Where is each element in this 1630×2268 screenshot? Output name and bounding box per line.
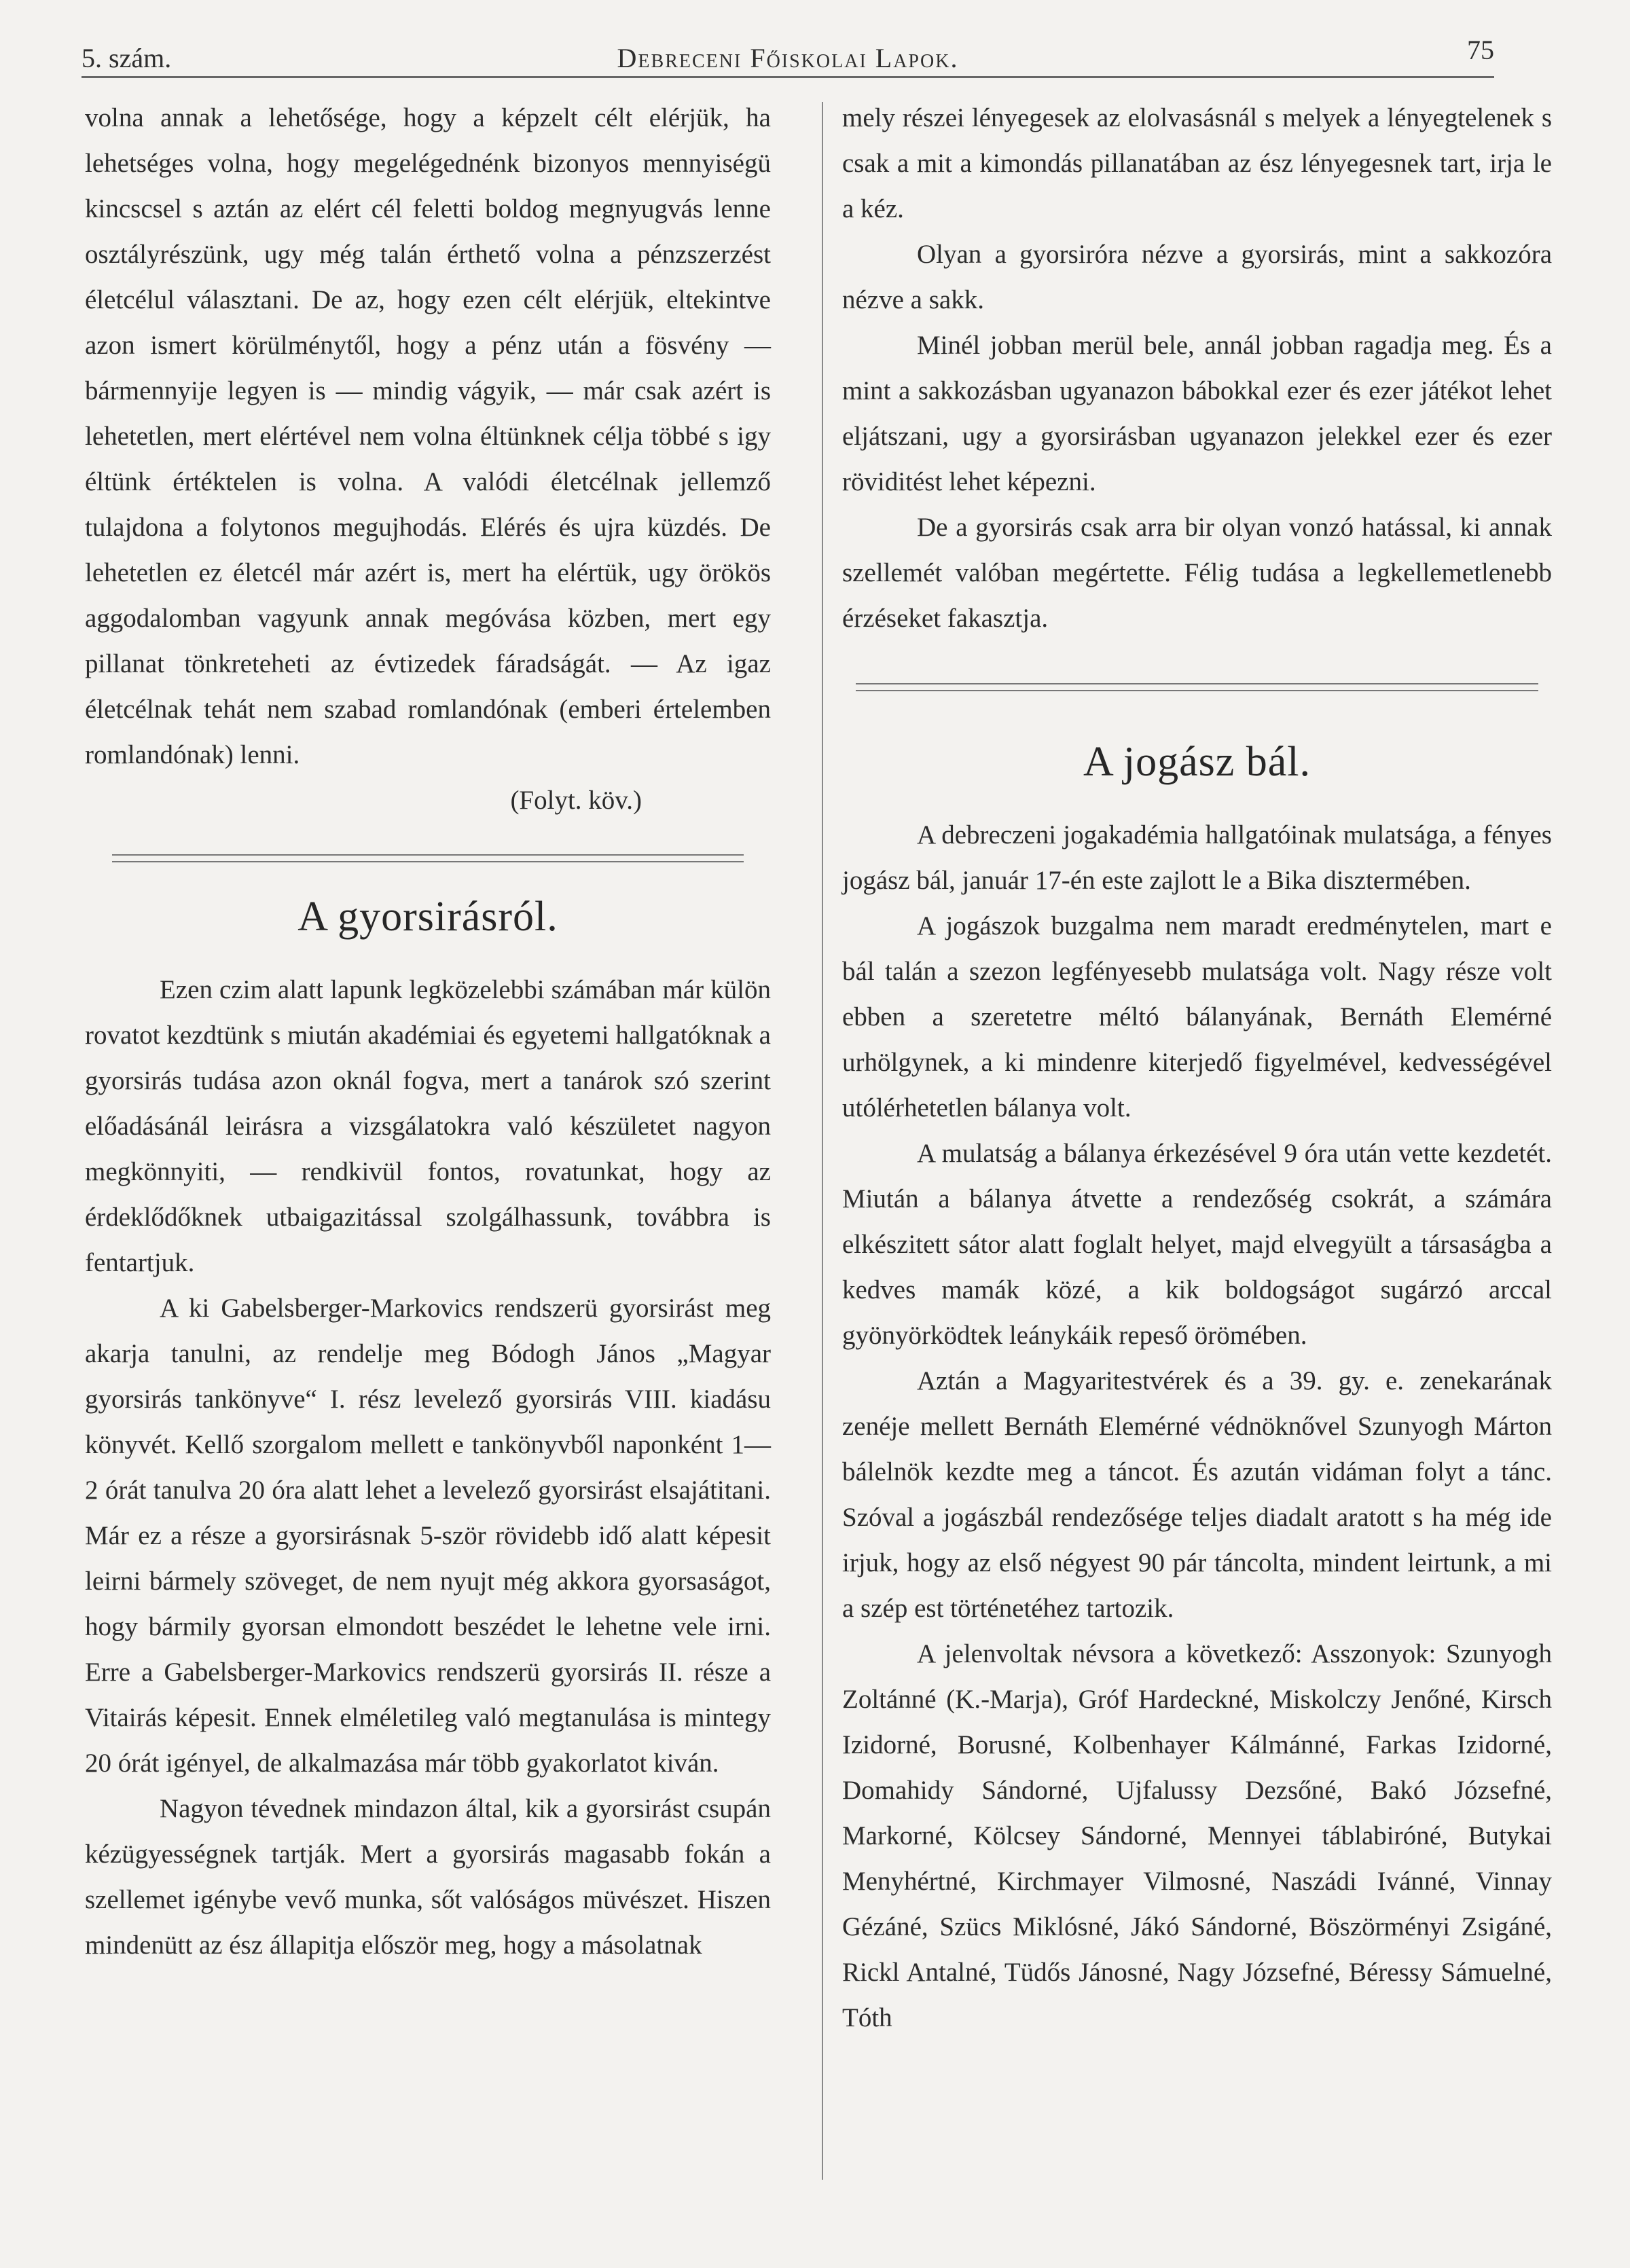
page-number: 75 (1467, 35, 1494, 65)
section-separator (112, 854, 744, 862)
article-title-gyorsiras: A gyorsirásról. (297, 894, 558, 940)
section-separator (856, 683, 1538, 691)
paragraph: A mulatság a bálanya érkezésével 9 óra után vette kezdetét. Miután a bálanya átvette a rendezőség csokrát, a számára elkészitett sátor alatt foglalt helyet, majd elvegyült a társaságba a kedves mamák közé, a kik boldogságot sugárzó arccal gyönyörködtek leánykáik repeső örömében. (842, 1139, 1552, 1350)
paragraph: Minél jobban merül bele, annál jobban ragadja meg. És a mint a sakkozásban ugyanazon bábokkal ezer és ezer játékot lehet eljátszani, ugy a gyorsirásban ugyanazon jelekkel ezer és ezer röviditést lehet képezni. (842, 331, 1552, 496)
column-divider (822, 102, 823, 2180)
paragraph: Aztán a Magyaritestvérek és a 39. gy. e. zenekarának zenéje mellett Bernáth Elemérné védnöknővel Szunyogh Márton bálelnök kezdte meg a táncot. És azután vidáman folyt a tánc. Szóval a jogászbál rendezősége teljes diadalt aratott s ha még ide irjuk, hogy az első négyest 90 pár táncolta, mindent leirtunk, a mi a szép est történetéhez tartozik. (842, 1366, 1552, 1623)
paragraph: De a gyorsirás csak arra bir olyan vonzó hatással, ki annak szellemét valóban megértette. Félig tudása a legkellemetlenebb érzéseket fakasztja. (842, 513, 1552, 633)
header-rule (82, 76, 1494, 78)
journal-title: Debreceni Főiskolai Lapok. (617, 43, 959, 73)
paragraph: A jelenvoltak névsora a következő: Asszonyok: Szunyogh Zoltánné (K.-Marja), Gróf Hardeckné, Miskolczy Jenőné, Kirsch Izidorné, Borusné, Kolbenhayer Kálmánné, Farkas Izidorné, Domahidy Sándorné, Ujfalussy Dezsőné, Bakó Józsefné, Markorné, Kölcsey Sándorné, Mennyei táblabiróné, Butykai Menyhértné, Kirchmayer Vilmosné, Naszádi Ivánné, Vinnay Gézáné, Szücs Miklósné, Jákó Sándorné, Böszörményi Zsigáné, Rickl Antalné, Tüdős Jánosné, Nagy Józsefné, Béressy Sámuelné, Tóth (842, 1639, 1552, 2032)
paragraph: Ezen czim alatt lapunk legközelebbi számában már külön rovatot kezdtünk s miután akadémiai és egyetemi hallgatóknak a gyorsirás tudása azon oknál fogva, mert a tanárok szó szerint előadásánál leirásra a vizsgálatokra való készületet nagyon megkönnyiti, — rendkivül fontos, rovatunkat, hogy az érdeklődőknek utbaigazitással szolgálhassunk, továbbra is fentartjuk. (85, 975, 771, 1277)
continued-text: volna annak a lehetősége, hogy a képzelt célt elérjük, ha lehetséges volna, hogy megelégednénk bizonyos mennyiségü kincscsel s aztán az elért cél feletti boldog megnyugvás lenne osztályrészünk, ugy még talán érthető volna a pénzszerzést életcélul választani. De az, hogy ezen célt elérjük, eltekintve azon ismert körülménytől, hogy a pénz után a fösvény — bármennyije legyen is — mindig vágyik, — már csak azért is lehetetlen, mert elértével nem volna éltünknek célja többé s igy éltünk értéktelen is volna. A valódi életcélnak jellemző tulajdona a folytonos megujhodás. Elérés és ujra küzdés. De lehetetlen ez életcél már azért is, mert ha elértük, ugy örökös aggodalomban vagyunk annak megóvása közben, mert egy pillanat tönkreteheti az évtizedek fáradságát. — Az igaz életcélnak tehát nem szabad romlandónak (emberi értelemben romlandónak) lenni. (85, 103, 771, 769)
continued-note: (Folyt. köv.) (510, 786, 642, 815)
left-column (85, 95, 771, 1968)
right-column (842, 95, 1552, 2041)
page-header (82, 30, 1494, 77)
paragraph: Olyan a gyorsiróra nézve a gyorsirás, mint a sakkozóra nézve a sakk. (842, 240, 1552, 314)
issue-number: 5. szám. (82, 43, 172, 73)
paragraph: A ki Gabelsberger-Markovics rendszerü gyorsirást meg akarja tanulni, az rendelje meg Bódogh János „Magyar gyorsirás tankönyve“ I. rész levelező gyorsirás VIII. kiadásu könyvét. Kellő szorgalom mellett e tankönyvből naponként 1—2 órát tanulva 20 óra alatt lehet a levelező gyorsirást elsajátitani. Már ez a része a gyorsirásnak 5-ször rövidebb idő alatt képesit leirni bármely szöveget, de nem nyujt még akkora gyorsaságot, hogy bármily gyorsan elmondott beszédet le lehetne vele irni. Erre a Gabelsberger-Markovics rendszerü gyorsirás II. része a Vitairás képesit. Ennek elméletileg való megtanulása is mintegy 20 órát igényel, de alkalmazása már több gyakorlatot kiván. (85, 1294, 771, 1778)
paragraph: Nagyon tévednek mindazon által, kik a gyorsirást csupán kézügyességnek tartják. Mert a gyorsirás magasabb fokán a szellemet igénybe vevő munka, sőt valóságos müvészet. Hiszen mindenütt az ész állapitja először meg, hogy a másolatnak (85, 1794, 771, 1960)
article-title-jogasz-bal: A jogász bál. (1083, 739, 1311, 785)
paragraph: A debreczeni jogakadémia hallgatóinak mulatsága, a fényes jogász bál, január 17-én este zajlott le a Bika disztermében. (842, 820, 1552, 895)
paragraph: mely részei lényegesek az elolvasásnál s melyek a lényegtelenek s csak a mit a kimondás pillanatában az ész lényegesnek tart, irja le a kéz. (842, 103, 1552, 223)
paragraph: A jogászok buzgalma nem maradt eredménytelen, mart e bál talán a szezon legfényesebb mulatsága volt. Nagy része volt ebben a szeretetre méltó bálanyának, Bernáth Elemérné urhölgynek, a ki mindenre kiterjedő figyelmével, kedvességével utólérhetetlen bálanya volt. (842, 911, 1552, 1122)
